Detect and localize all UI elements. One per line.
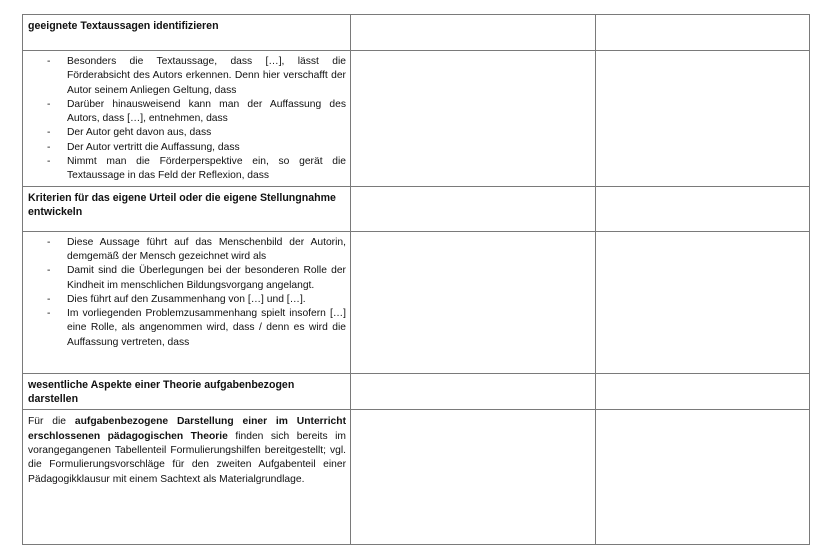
formulation-table	[22, 14, 810, 545]
list-item: - Der Autor geht davon aus, dass	[28, 126, 346, 140]
list-item: - Darüber hinausweisend kann man der Auffassung des Autors, dass […], entnehmen, dass	[47, 98, 346, 125]
empty-cell	[351, 15, 596, 51]
section-2-heading-cell	[23, 186, 351, 231]
list-item: - Dies führt auf den Zusammenhang von […] und […].	[28, 293, 346, 307]
empty-cell	[596, 15, 810, 51]
table-row	[23, 410, 810, 545]
empty-cell	[351, 410, 596, 545]
empty-cell	[596, 231, 810, 373]
bold-phrase: aufgabenbezogene Darstellung einer im Unterricht erschlossenen pädagogischen Theorie	[28, 416, 346, 442]
empty-cell	[351, 51, 596, 187]
empty-cell	[596, 186, 810, 231]
bullet-dash: -	[47, 236, 51, 248]
list-item: - Der Autor vertritt die Auffassung, dass	[28, 141, 346, 155]
bullet-dash: -	[47, 141, 51, 153]
bullet-dash: -	[47, 308, 51, 320]
bullet-dash: -	[47, 293, 51, 305]
list-item: - Damit sind die Überlegungen bei der besonderen Rolle der Kindheit im menschlichen Bildungsvorgang angelangt.	[47, 265, 346, 291]
bullet-dash: -	[47, 98, 51, 110]
empty-cell	[351, 231, 596, 373]
table-row	[23, 231, 810, 373]
table-row	[23, 15, 810, 51]
empty-cell	[596, 410, 810, 545]
section-3-heading-cell	[23, 373, 351, 410]
section-3-content-cell	[23, 410, 351, 545]
section-1-heading: geeignete Textaussagen identifizieren	[28, 20, 219, 32]
section-1-list	[23, 51, 350, 186]
empty-cell	[351, 373, 596, 410]
bullet-dash: -	[47, 156, 51, 168]
bullet-dash: -	[47, 127, 51, 139]
section-1-heading-cell	[23, 15, 351, 51]
empty-cell	[596, 373, 810, 410]
list-item: - Besonders die Textaussage, dass […], lässt die Förderabsicht des Autors erkennen. Denn hier verschafft der Autor seinem Anliegen Geltung, dass	[47, 56, 346, 96]
section-2-content-cell	[23, 231, 351, 373]
section-1-content-cell	[23, 51, 351, 187]
list-item: - Diese Aussage führt auf das Menschenbild der Autorin, demgemäß der Mensch gezeichnet wird als	[47, 236, 346, 262]
empty-cell	[351, 186, 596, 231]
section-2-list	[23, 232, 350, 352]
section-3-paragraph: Für die aufgabenbezogene Darstellung einer im Unterricht erschlossenen pädagogischen Theorie finden sich bereits im vorangegangenen Tabellenteil Formulierungshilfen bereitgestellt; vgl. die Formulierungsvorschläge für den zweiten Aufgabenteil einer Pädagogikklausur mit einem Sachtext als Materialgrundlage.	[28, 416, 346, 485]
list-item: - Nimmt man die Förderperspektive ein, so gerät die Textaussage in das Feld der Reflexion, dass	[47, 156, 346, 182]
bullet-dash: -	[47, 265, 51, 277]
empty-cell	[596, 51, 810, 187]
list-item: - Im vorliegenden Problemzusammenhang spielt insofern […] eine Rolle, als angenommen wird, dass / denn es wird die Auffassung vertreten, dass	[47, 308, 346, 348]
table-row	[23, 373, 810, 410]
bullet-dash: -	[47, 56, 51, 67]
section-3-heading: wesentliche Aspekte einer Theorie aufgabenbezogen darstellen	[28, 378, 295, 406]
section-2-heading: Kriterien für das eigene Urteil oder die eigene Stellungnahme entwickeln	[28, 191, 336, 219]
table-row	[23, 51, 810, 187]
table-row	[23, 186, 810, 231]
